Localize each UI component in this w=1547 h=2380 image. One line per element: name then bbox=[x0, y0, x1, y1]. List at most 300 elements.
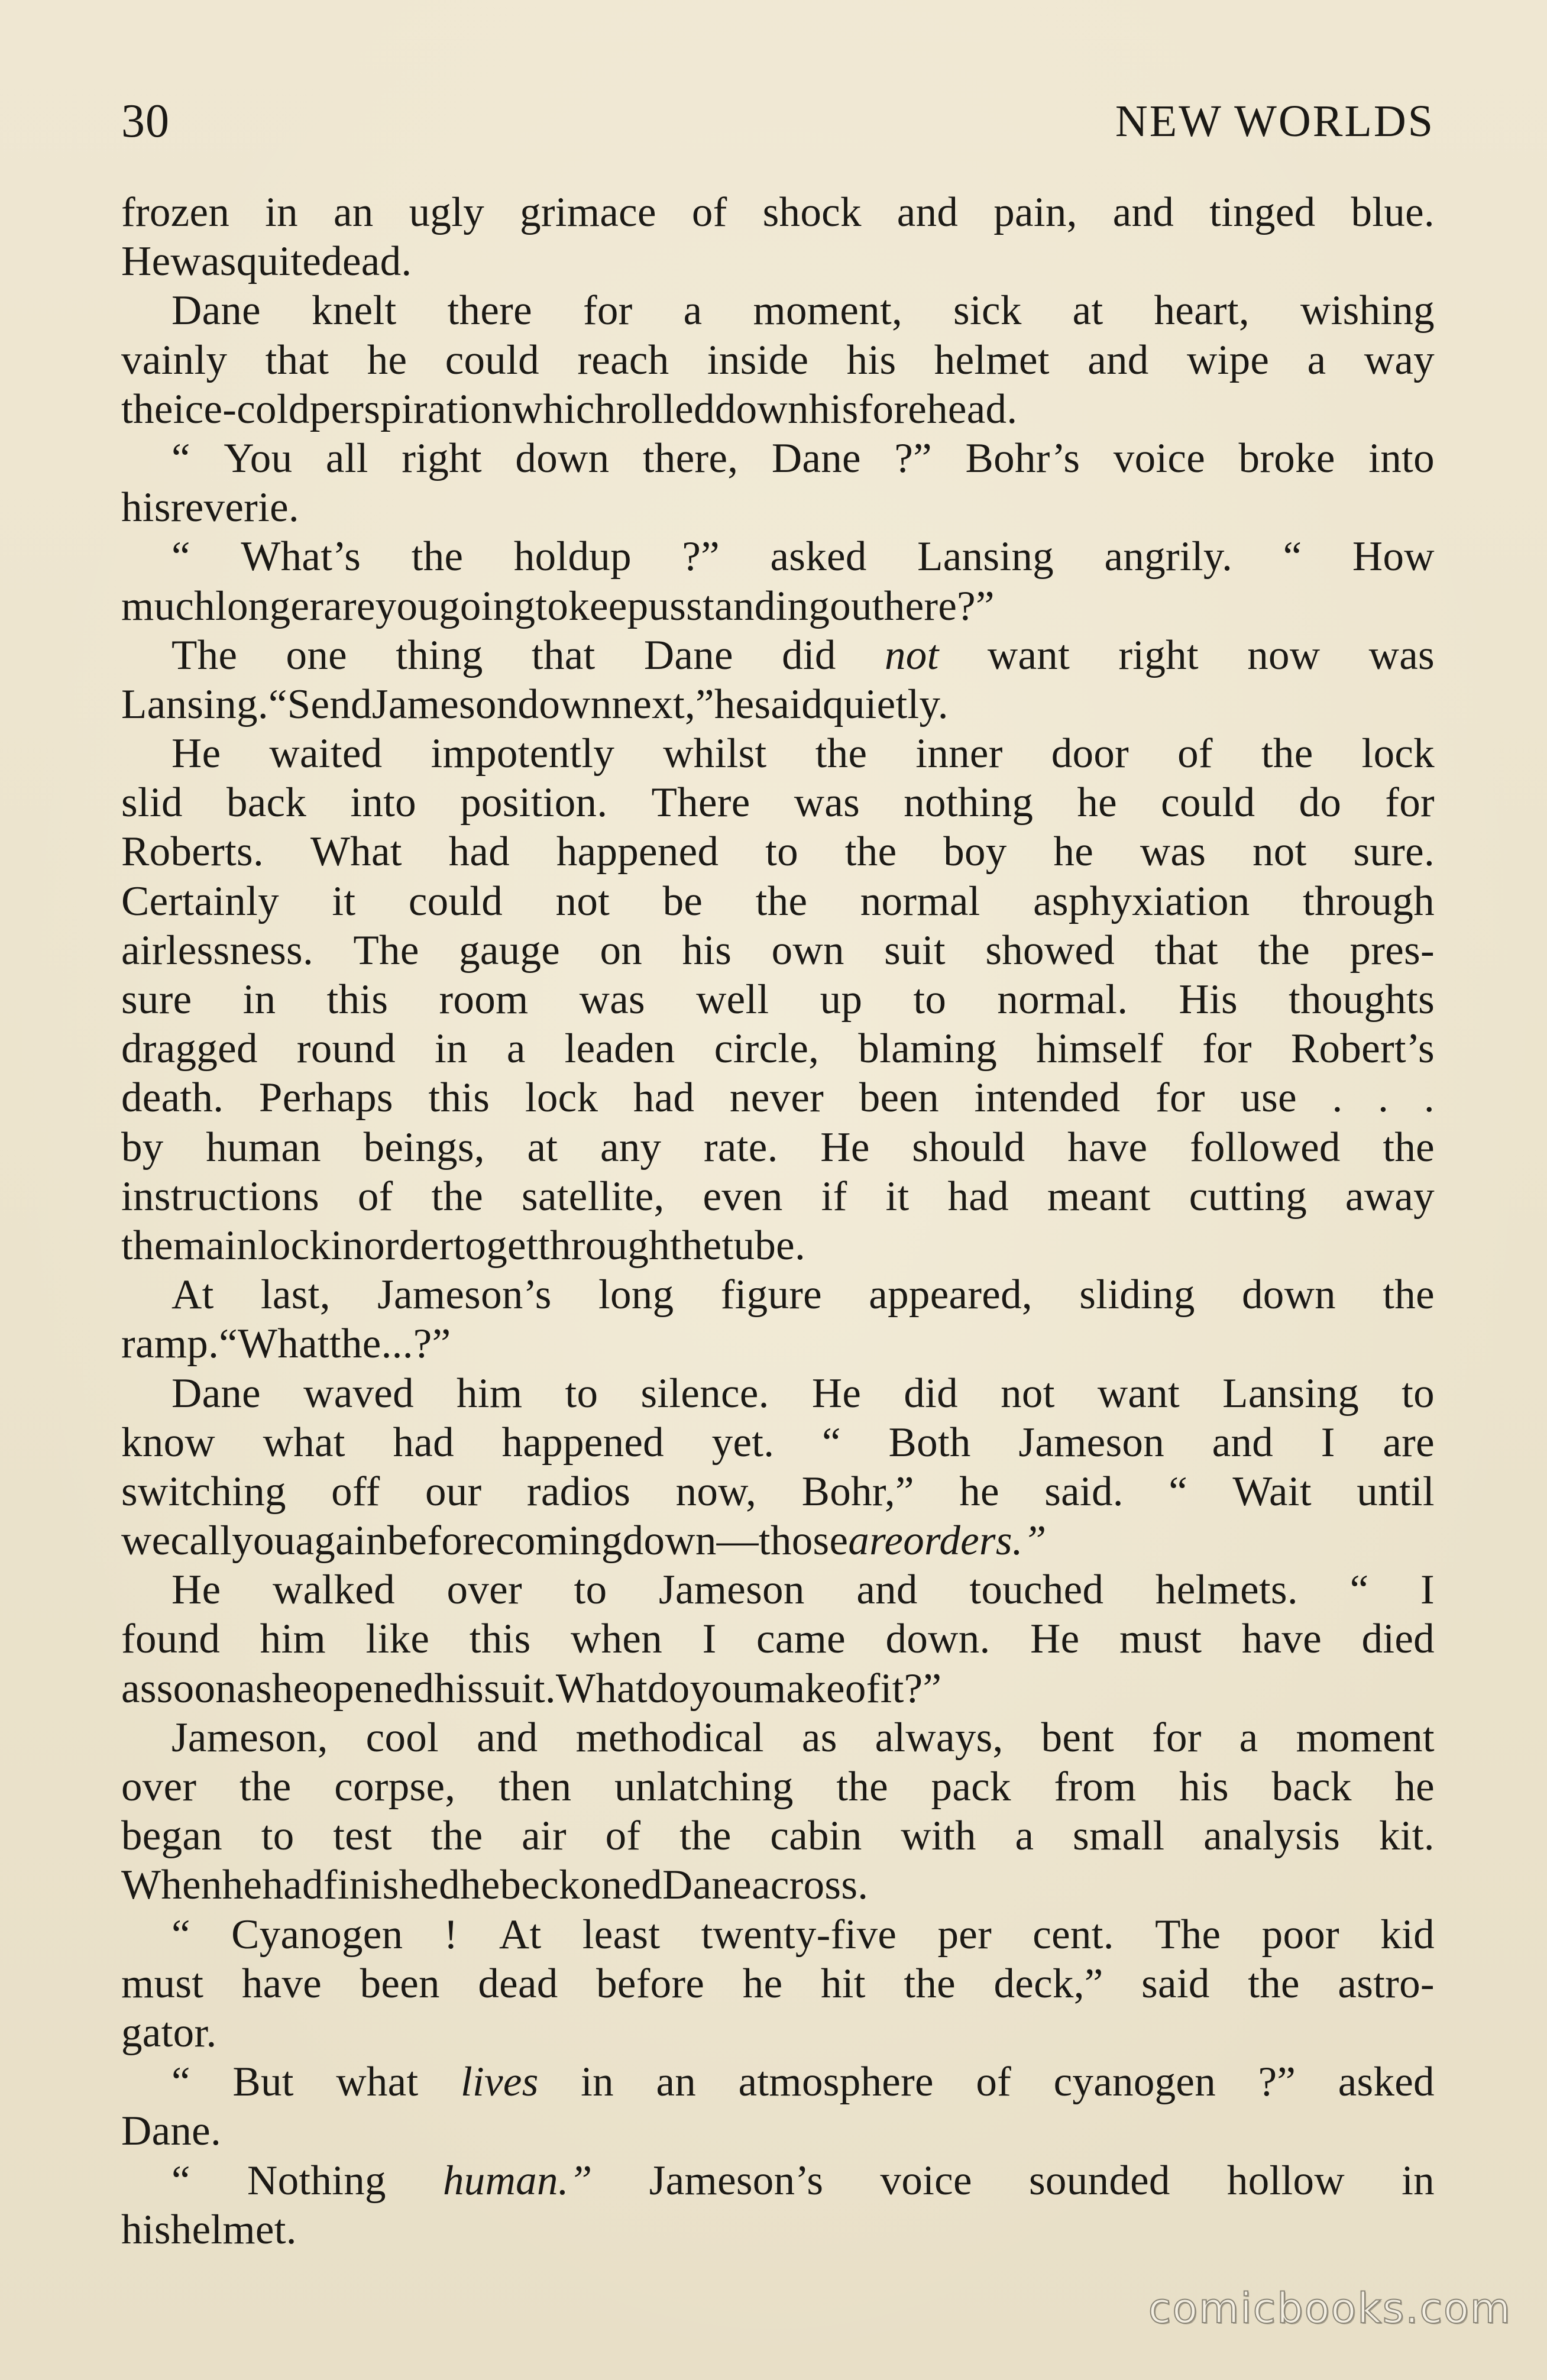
word: “ bbox=[268, 681, 287, 727]
word: switching bbox=[121, 1468, 286, 1515]
text-line bbox=[121, 1959, 1435, 2009]
word: for bbox=[1152, 1714, 1202, 1761]
word: cabin bbox=[770, 1813, 862, 1860]
word: at bbox=[527, 1124, 558, 1170]
word: his bbox=[682, 927, 732, 974]
word: cent. bbox=[1033, 1911, 1114, 1958]
word: not bbox=[1253, 829, 1307, 875]
word: ramp. bbox=[121, 1321, 219, 1367]
word: do bbox=[1299, 780, 1342, 826]
word: touched bbox=[969, 1567, 1104, 1613]
word: in bbox=[1402, 2157, 1435, 2204]
word: order bbox=[364, 1222, 454, 1269]
word: was bbox=[794, 780, 860, 826]
word: our bbox=[425, 1468, 482, 1515]
word: analysis bbox=[1203, 1813, 1341, 1860]
word: methodical bbox=[575, 1714, 764, 1761]
word: are bbox=[848, 1518, 904, 1564]
word: normal bbox=[860, 878, 980, 924]
word: . bbox=[402, 1321, 413, 1367]
word: the bbox=[431, 1813, 483, 1860]
word: to bbox=[535, 583, 569, 629]
word: he bbox=[222, 1862, 263, 1909]
word: There bbox=[651, 780, 750, 826]
word: asphyxiation bbox=[1033, 878, 1250, 924]
word: found bbox=[121, 1616, 221, 1663]
word: angrily. bbox=[1104, 533, 1233, 580]
word: at bbox=[1072, 287, 1103, 334]
word: down—those bbox=[622, 1518, 849, 1564]
word: the bbox=[1261, 730, 1313, 777]
word: holdup bbox=[513, 533, 632, 580]
word: now bbox=[1247, 632, 1321, 678]
word: sure. bbox=[1353, 829, 1435, 875]
word: soon bbox=[156, 1665, 237, 1712]
word: forehead. bbox=[858, 386, 1018, 432]
word: died bbox=[1361, 1616, 1435, 1663]
word: you bbox=[690, 1665, 753, 1712]
word: reverie. bbox=[170, 484, 299, 531]
text-line bbox=[121, 1221, 1435, 1270]
word: always, bbox=[875, 1714, 1004, 1761]
word: quietly. bbox=[823, 681, 949, 727]
word: his bbox=[121, 484, 171, 531]
word: had bbox=[393, 1419, 454, 1466]
word: could bbox=[408, 878, 503, 924]
word: ! bbox=[444, 1911, 458, 1958]
word: do bbox=[647, 1665, 690, 1712]
word: coming bbox=[495, 1518, 623, 1564]
word: showed bbox=[985, 927, 1115, 974]
text-line bbox=[121, 1910, 1435, 1959]
word: hollow bbox=[1226, 2157, 1345, 2204]
word: up bbox=[820, 976, 863, 1023]
word: a bbox=[1015, 1813, 1034, 1860]
word: cutting bbox=[1189, 1173, 1307, 1220]
word: The bbox=[171, 632, 238, 678]
text-line bbox=[121, 1713, 1435, 1763]
word: he bbox=[459, 1862, 500, 1909]
text-line bbox=[121, 1664, 1435, 1713]
word: again bbox=[295, 1518, 387, 1564]
word: He bbox=[121, 238, 171, 285]
word: beckoned bbox=[500, 1862, 662, 1909]
word: dead bbox=[478, 1960, 558, 2007]
word: the bbox=[121, 1222, 173, 1269]
word: in bbox=[242, 976, 276, 1023]
word: Perhaps bbox=[258, 1075, 393, 1121]
word: he bbox=[742, 1960, 783, 2007]
word: He bbox=[811, 1370, 862, 1417]
word: was bbox=[1368, 632, 1435, 678]
word: must bbox=[121, 1960, 204, 2007]
word: call bbox=[170, 1518, 232, 1564]
text-line bbox=[121, 1812, 1435, 1861]
word: When bbox=[121, 1862, 222, 1909]
word: ?” bbox=[904, 1665, 942, 1712]
word: human bbox=[206, 1124, 321, 1170]
word: helmet bbox=[934, 337, 1050, 383]
word: I bbox=[1420, 1567, 1435, 1613]
word: began bbox=[121, 1813, 223, 1860]
word: per bbox=[937, 1911, 992, 1958]
word: the bbox=[844, 829, 897, 875]
word: even bbox=[703, 1173, 783, 1220]
text-line bbox=[121, 188, 1435, 237]
word: own bbox=[771, 927, 844, 974]
word: silence. bbox=[640, 1370, 769, 1417]
word: from bbox=[1054, 1764, 1137, 1810]
text-line bbox=[121, 483, 1435, 532]
word: been bbox=[859, 1075, 939, 1121]
word: down. bbox=[885, 1616, 991, 1663]
word: “ bbox=[171, 435, 190, 481]
word: get bbox=[486, 1222, 538, 1269]
word: Jameson bbox=[659, 1567, 805, 1613]
word: way bbox=[1364, 337, 1435, 383]
text-line bbox=[121, 434, 1435, 483]
word: ?” bbox=[957, 583, 995, 629]
word: ice-cold bbox=[173, 386, 310, 432]
word: heart, bbox=[1154, 287, 1250, 334]
word: twenty-five bbox=[701, 1911, 897, 1958]
word: going bbox=[439, 583, 536, 629]
text-line bbox=[121, 1566, 1435, 1615]
word: the bbox=[669, 1222, 722, 1269]
word: Dane bbox=[771, 435, 861, 481]
word: “ bbox=[1283, 533, 1302, 580]
word: to bbox=[1402, 1370, 1435, 1417]
word: and bbox=[897, 189, 959, 235]
word: Jameson’s bbox=[377, 1272, 552, 1318]
word: him bbox=[260, 1616, 326, 1663]
word: to bbox=[565, 1370, 598, 1417]
word: said bbox=[1141, 1960, 1210, 2007]
word: on bbox=[600, 927, 643, 974]
word: never bbox=[729, 1075, 824, 1121]
word: across. bbox=[752, 1862, 869, 1909]
word: Certainly bbox=[121, 878, 279, 924]
word: there, bbox=[642, 435, 739, 481]
word: be bbox=[662, 878, 703, 924]
word: he bbox=[714, 681, 755, 727]
word: round bbox=[296, 1026, 396, 1072]
word: what bbox=[263, 1419, 345, 1466]
word: “ bbox=[171, 1911, 190, 1958]
text-line bbox=[121, 2009, 1435, 2058]
word: over bbox=[121, 1764, 197, 1810]
text-line bbox=[121, 1172, 1435, 1221]
word: radios bbox=[526, 1468, 631, 1515]
word: voice bbox=[1113, 435, 1206, 481]
word: At bbox=[171, 1272, 214, 1318]
word: sick bbox=[953, 287, 1022, 334]
word: the bbox=[836, 1764, 888, 1810]
text-line bbox=[121, 1369, 1435, 1418]
word: tube. bbox=[721, 1222, 805, 1269]
word: an bbox=[656, 2059, 697, 2106]
word: of bbox=[357, 1173, 393, 1220]
text-line bbox=[121, 336, 1435, 385]
word: it bbox=[885, 1173, 910, 1220]
word: through bbox=[538, 1222, 670, 1269]
word: and bbox=[856, 1567, 918, 1613]
word: asked bbox=[770, 533, 867, 580]
word: least bbox=[582, 1911, 661, 1958]
word: cyanogen bbox=[1053, 2059, 1216, 2106]
word: blaming bbox=[858, 1026, 998, 1072]
word: not bbox=[1001, 1370, 1055, 1417]
word: Bohr’s bbox=[965, 435, 1080, 481]
word: in bbox=[265, 189, 298, 235]
word: What bbox=[237, 1321, 329, 1367]
word: the bbox=[1383, 1272, 1435, 1318]
word: a bbox=[1239, 1714, 1258, 1761]
word: a bbox=[683, 287, 703, 334]
word: his bbox=[434, 1665, 484, 1712]
word: shock bbox=[762, 189, 862, 235]
word: that bbox=[1154, 927, 1219, 974]
word: came bbox=[756, 1616, 846, 1663]
word: Send bbox=[287, 681, 372, 727]
word: voice bbox=[880, 2157, 972, 2204]
word: unlatching bbox=[614, 1764, 794, 1810]
word: meant bbox=[1047, 1173, 1151, 1220]
word: use bbox=[1240, 1075, 1297, 1121]
word: make bbox=[753, 1665, 845, 1712]
word: air bbox=[522, 1813, 567, 1860]
word: the bbox=[755, 878, 808, 924]
word: the bbox=[121, 386, 173, 432]
word: next,” bbox=[611, 681, 714, 727]
text-line bbox=[121, 1516, 1435, 1566]
word: inner bbox=[915, 730, 1003, 777]
word: it bbox=[332, 878, 356, 924]
word: Both bbox=[888, 1419, 971, 1466]
text-line bbox=[121, 1320, 1435, 1369]
word: test bbox=[333, 1813, 393, 1860]
word: back bbox=[226, 780, 307, 826]
word: and bbox=[1088, 337, 1149, 383]
word: keep bbox=[568, 583, 649, 629]
word: this bbox=[326, 976, 389, 1023]
text-line bbox=[121, 2107, 1435, 2156]
word: must bbox=[1119, 1616, 1202, 1663]
word: you bbox=[232, 1518, 296, 1564]
word: sure bbox=[121, 976, 192, 1023]
word: right bbox=[402, 435, 482, 481]
word: cool bbox=[365, 1714, 439, 1761]
word: now, bbox=[675, 1468, 757, 1515]
word: pain, bbox=[993, 189, 1077, 235]
word: right bbox=[1118, 632, 1199, 678]
word: and bbox=[1212, 1419, 1274, 1466]
word: Nothing bbox=[247, 2157, 386, 2204]
text-line bbox=[121, 532, 1435, 581]
word: like bbox=[365, 1616, 430, 1663]
word: are bbox=[323, 583, 376, 629]
word: I bbox=[1321, 1419, 1335, 1466]
word: walked bbox=[273, 1567, 395, 1613]
word: hit bbox=[820, 1960, 866, 2007]
text-line bbox=[121, 827, 1435, 877]
word: satellite, bbox=[522, 1173, 665, 1220]
word: intended bbox=[974, 1075, 1121, 1121]
word: Jameson bbox=[371, 681, 518, 727]
word: . bbox=[381, 1321, 392, 1367]
word: down bbox=[515, 435, 610, 481]
word: ?” bbox=[1258, 2059, 1296, 2106]
word: impotently bbox=[431, 730, 615, 777]
word: much bbox=[121, 583, 215, 629]
word: he bbox=[1053, 829, 1094, 875]
word: main bbox=[173, 1222, 258, 1269]
word: perspiration bbox=[309, 386, 513, 432]
page-number: 30 bbox=[121, 95, 170, 147]
word: was bbox=[579, 976, 645, 1023]
word: . bbox=[1423, 1075, 1435, 1121]
word: the bbox=[679, 1813, 732, 1860]
word: rolled bbox=[616, 386, 715, 432]
word: “ bbox=[1349, 1567, 1369, 1613]
word: before bbox=[596, 1960, 705, 2007]
word: But bbox=[232, 2059, 294, 2106]
word: the bbox=[1258, 927, 1310, 974]
word: before bbox=[387, 1518, 496, 1564]
text-line bbox=[121, 975, 1435, 1024]
text-line bbox=[121, 1615, 1435, 1664]
word: He bbox=[171, 1567, 221, 1613]
word: happened bbox=[501, 1419, 664, 1466]
text-line bbox=[121, 778, 1435, 827]
word: opened bbox=[312, 1665, 435, 1712]
word: all bbox=[325, 435, 368, 481]
word: I bbox=[702, 1616, 717, 1663]
word: he bbox=[1394, 1764, 1435, 1810]
text-line bbox=[121, 1418, 1435, 1467]
word: he bbox=[271, 1665, 312, 1712]
word: standing bbox=[686, 583, 830, 629]
word: should bbox=[912, 1124, 1025, 1170]
word: into bbox=[350, 780, 416, 826]
word: if bbox=[821, 1173, 847, 1220]
word: here bbox=[883, 583, 957, 629]
word: said bbox=[754, 681, 823, 727]
word: want bbox=[987, 632, 1070, 678]
text-line bbox=[121, 1861, 1435, 1910]
word: followed bbox=[1189, 1124, 1341, 1170]
word: What bbox=[555, 1665, 648, 1712]
text-line bbox=[121, 2156, 1435, 2206]
word: his bbox=[121, 2206, 171, 2253]
word: moment, bbox=[753, 287, 903, 334]
word: down bbox=[714, 386, 809, 432]
word: inside bbox=[707, 337, 809, 383]
word: death. bbox=[121, 1075, 224, 1121]
word: an bbox=[333, 189, 374, 235]
word: in bbox=[434, 1026, 468, 1072]
text-line bbox=[121, 631, 1435, 680]
word: Lansing bbox=[917, 533, 1054, 580]
word: door bbox=[1051, 730, 1129, 777]
word: kid bbox=[1380, 1911, 1435, 1958]
word: At bbox=[499, 1911, 542, 1958]
word: could bbox=[445, 337, 539, 383]
word: figure bbox=[720, 1272, 822, 1318]
word: Jameson’s bbox=[649, 2157, 824, 2204]
word: blue. bbox=[1351, 189, 1435, 235]
word: deck,” bbox=[993, 1960, 1103, 2007]
word: of bbox=[844, 1665, 881, 1712]
word: out bbox=[830, 583, 884, 629]
word: his bbox=[1179, 1764, 1229, 1810]
word: bent bbox=[1041, 1714, 1115, 1761]
word: . bbox=[1378, 1075, 1389, 1121]
word: nothing bbox=[904, 780, 1034, 826]
word: You bbox=[224, 435, 293, 481]
word: orders.” bbox=[903, 1518, 1047, 1564]
word: and bbox=[1112, 189, 1174, 235]
word: How bbox=[1352, 533, 1435, 580]
word: Roberts. bbox=[121, 829, 264, 875]
word: ?” bbox=[682, 533, 720, 580]
text-line bbox=[121, 729, 1435, 778]
word: then bbox=[498, 1764, 572, 1810]
word: want bbox=[1097, 1370, 1180, 1417]
word: to bbox=[765, 829, 798, 875]
word: pres- bbox=[1349, 927, 1435, 974]
word: with bbox=[901, 1813, 976, 1860]
word: have bbox=[1067, 1124, 1148, 1170]
word: Robert’s bbox=[1290, 1026, 1435, 1072]
word: through bbox=[1302, 878, 1435, 924]
word: until bbox=[1357, 1468, 1435, 1515]
word: the bbox=[1383, 1124, 1435, 1170]
word: could bbox=[1161, 780, 1255, 826]
word: ” bbox=[432, 1321, 451, 1367]
word: the bbox=[815, 730, 868, 777]
word: there bbox=[447, 287, 532, 334]
journal-title: NEW WORLDS bbox=[1115, 96, 1435, 146]
word: leaden bbox=[564, 1026, 675, 1072]
text-line bbox=[121, 286, 1435, 335]
word: this bbox=[428, 1075, 490, 1121]
word: knelt bbox=[312, 287, 397, 334]
word: not bbox=[885, 632, 939, 678]
text-line bbox=[121, 877, 1435, 926]
word: corpse, bbox=[334, 1764, 456, 1810]
word: whilst bbox=[663, 730, 767, 777]
word: as bbox=[801, 1714, 837, 1761]
word: back bbox=[1271, 1764, 1352, 1810]
word: us bbox=[648, 583, 687, 629]
word: had bbox=[448, 829, 510, 875]
word: waited bbox=[269, 730, 383, 777]
text-line bbox=[121, 2206, 1435, 2255]
word: was bbox=[170, 238, 237, 285]
word: . bbox=[391, 1321, 403, 1367]
word: boy bbox=[943, 829, 1007, 875]
word: lock bbox=[525, 1075, 598, 1121]
word: and bbox=[477, 1714, 538, 1761]
word: did bbox=[782, 632, 836, 678]
word: what bbox=[336, 2059, 419, 2106]
word: had bbox=[262, 1862, 323, 1909]
word: for bbox=[1202, 1026, 1252, 1072]
word: to bbox=[261, 1813, 294, 1860]
word: broke bbox=[1238, 435, 1335, 481]
word: one bbox=[286, 632, 347, 678]
